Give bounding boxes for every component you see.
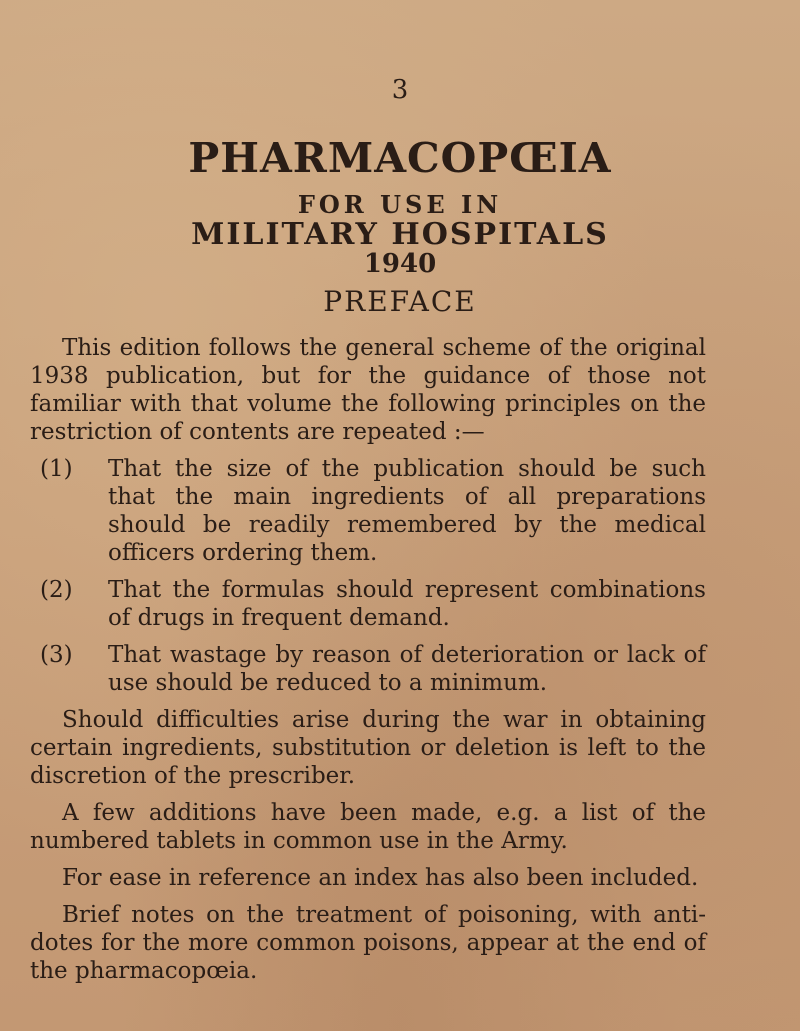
document-title: PHARMACOPŒIA xyxy=(188,134,612,182)
principle-text: That the size of the publication should be such that the main ingredients of all preparations should be readily remembered by the medical officers ordering them. xyxy=(108,456,706,566)
principle-number: (3) xyxy=(40,642,73,668)
principle-item-3 xyxy=(40,641,706,697)
principle-text: That the formulas should represent combinations of drugs in frequent demand. xyxy=(108,577,706,631)
paragraph-additions: A few additions have been made, e.g. a list of the numbered tablets in common use in the Army. xyxy=(30,800,706,854)
principle-number: (2) xyxy=(40,577,73,603)
paragraph-poisoning-notes: Brief notes on the treatment of poisoning, with anti-dotes for the more common poisons, appear at the end of the pharmacopœia. xyxy=(30,902,706,984)
principle-item-1 xyxy=(40,455,706,567)
principle-number: (1) xyxy=(40,456,73,482)
preface-body xyxy=(30,334,706,994)
principle-text: That wastage by reason of deterioration or lack of use should be reduced to a minimum. xyxy=(108,642,706,696)
publication-year: 1940 xyxy=(363,249,437,279)
subtitle-for-use-in: FOR USE IN xyxy=(297,190,503,219)
subtitle-military-hospitals: MILITARY HOSPITALS xyxy=(191,217,609,252)
section-heading-preface: PREFACE xyxy=(323,285,477,318)
paragraph-substitution: Should difficulties arise during the war in obtaining certain ingredients, substitution or deletion is left to the discretion of the prescriber. xyxy=(30,707,706,789)
paragraph-index: For ease in reference an index has also been included. xyxy=(62,865,699,891)
intro-paragraph: This edition follows the general scheme of the original 1938 publication, but for the guidance of those not familiar with that volume the following principles on the restriction of contents are repeated :— xyxy=(30,335,706,445)
principle-item-2 xyxy=(40,576,706,632)
page-number: 3 xyxy=(391,75,409,105)
